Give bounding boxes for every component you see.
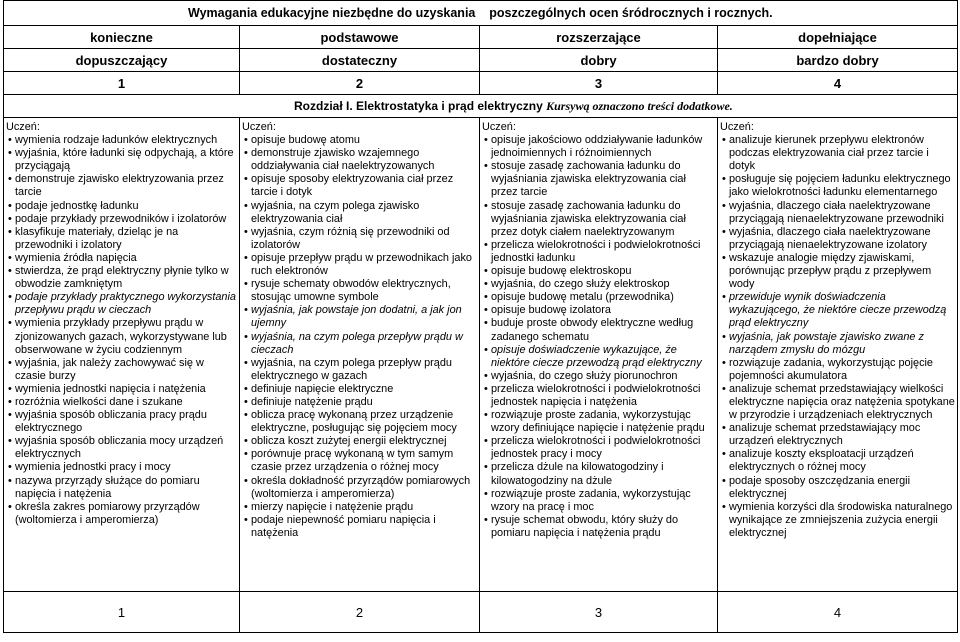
requirements-list-4 — [720, 134, 955, 540]
level-header-4: dopełniające — [718, 26, 958, 49]
requirement-item: • porównuje pracę wykonaną w tym samym czasie przez urządzenia o różnej mocy — [242, 448, 477, 474]
requirements-col-4 — [718, 118, 958, 592]
requirements-table — [3, 0, 958, 633]
requirement-item: • wymienia jednostki napięcia i natężenia — [6, 383, 237, 396]
requirement-item: • wyjaśnia, na czym polega przepływ prądu elektrycznego w gazach — [242, 357, 477, 383]
column-number-2: 2 — [240, 72, 480, 95]
requirement-item: • klasyfikuje materiały, dzieląc je na przewodniki i izolatory — [6, 226, 237, 252]
level-header-2: podstawowe — [240, 26, 480, 49]
grade-header-1: dopuszczający — [4, 49, 240, 72]
student-label: Uczeń: — [242, 121, 276, 133]
requirement-item: • przewiduje wynik doświadczenia wykazującego, że niektóre ciecze przewodzą prąd elektryczny — [720, 291, 955, 330]
student-label: Uczeń: — [6, 121, 40, 133]
requirement-item: • oblicza koszt zużytej energii elektrycznej — [242, 435, 477, 448]
requirement-item: • rysuje schemat obwodu, który służy do pomiaru napięcia i natężenia prądu — [482, 514, 715, 540]
grade-header-3: dobry — [480, 49, 718, 72]
requirement-item: • wyjaśnia sposób obliczania mocy urządzeń elektrycznych — [6, 435, 237, 461]
requirement-item: • buduje proste obwody elektryczne według zadanego schematu — [482, 317, 715, 343]
student-label: Uczeń: — [720, 121, 754, 133]
requirement-item: • rysuje schematy obwodów elektrycznych, stosując umowne symbole — [242, 278, 477, 304]
requirement-item: • analizuje schemat przedstawiający wielkości elektryczne napięcia oraz natężenia spotykane w przyrodzie i urządzeniach elektrycznych — [720, 383, 955, 422]
level-header-1: konieczne — [4, 26, 240, 49]
requirements-col-3 — [480, 118, 718, 592]
requirement-item: • nazywa przyrządy służące do pomiaru napięcia i natężenia — [6, 475, 237, 501]
requirement-item: • opisuje budowę izolatora — [482, 304, 715, 317]
requirement-item: • stosuje zasadę zachowania ładunku do wyjaśniania zjawiska elektryzowania ciał przez tarcie — [482, 160, 715, 199]
student-label: Uczeń: — [482, 121, 516, 133]
page-title: Wymagania edukacyjne niezbędne do uzyskania poszczególnych ocen śródrocznych i rocznych. — [4, 1, 958, 26]
column-number-1: 1 — [4, 72, 240, 95]
requirement-item: • demonstruje zjawisko wzajemnego oddziaływania ciał naelektryzowanych — [242, 147, 477, 173]
requirement-item: • analizuje koszty eksploatacji urządzeń elektrycznych o różnej mocy — [720, 448, 955, 474]
footer-number-2: 2 — [240, 592, 480, 633]
requirement-item: • wyjaśnia, do czego służy elektroskop — [482, 278, 715, 291]
requirement-item: • określa zakres pomiarowy przyrządów (woltomierza i amperomierza) — [6, 501, 237, 527]
requirement-item: • analizuje kierunek przepływu elektronów podczas elektryzowania ciał przez tarcie i dotyk — [720, 134, 955, 173]
requirement-item: • posługuje się pojęciem ładunku elektrycznego jako wielokrotności ładunku elementarnego — [720, 173, 955, 199]
requirement-item: • stwierdza, że prąd elektryczny płynie tylko w obwodzie zamkniętym — [6, 265, 237, 291]
requirement-item: • opisuje przepływ prądu w przewodnikach jako ruch elektronów — [242, 252, 477, 278]
requirement-item: • wyjaśnia, jak powstaje jon dodatni, a jak jon ujemny — [242, 304, 477, 330]
footer-number-4: 4 — [718, 592, 958, 633]
requirement-item: • przelicza wielokrotności i podwielokrotności jednostek pracy i mocy — [482, 435, 715, 461]
requirement-item: • wymienia korzyści dla środowiska naturalnego wynikające ze zmniejszenia zużycia energii elektrycznej — [720, 501, 955, 540]
requirement-item: • demonstruje zjawisko elektryzowania przez tarcie — [6, 173, 237, 199]
requirement-item: • podaje sposoby oszczędzania energii elektrycznej — [720, 475, 955, 501]
requirement-item: • przelicza wielokrotności i podwielokrotności jednostek napięcia i natężenia — [482, 383, 715, 409]
requirement-item: • podaje jednostkę ładunku — [6, 200, 237, 213]
requirement-item: • podaje przykłady praktycznego wykorzystania przepływu prądu w cieczach — [6, 291, 237, 317]
footer-number-3: 3 — [480, 592, 718, 633]
requirement-item: • wymienia źródła napięcia — [6, 252, 237, 265]
requirement-item: • wyjaśnia, na czym polega przepływ prądu w cieczach — [242, 331, 477, 357]
footer-number-1: 1 — [4, 592, 240, 633]
requirement-item: • wymienia jednostki pracy i mocy — [6, 461, 237, 474]
column-number-3: 3 — [480, 72, 718, 95]
requirements-col-1 — [4, 118, 240, 592]
requirement-item: • wyjaśnia, czym różnią się przewodniki od izolatorów — [242, 226, 477, 252]
requirement-item: • opisuje budowę metalu (przewodnika) — [482, 291, 715, 304]
requirement-item: • definiuje napięcie elektryczne — [242, 383, 477, 396]
requirement-item: • określa dokładność przyrządów pomiarowych (woltomierza i amperomierza) — [242, 475, 477, 501]
requirement-item: • wyjaśnia, jak należy zachowywać się w czasie burzy — [6, 357, 237, 383]
requirement-item: • rozwiązuje proste zadania, wykorzystując wzory na pracę i moc — [482, 488, 715, 514]
section-heading — [4, 95, 958, 118]
level-header-3: rozszerzające — [480, 26, 718, 49]
requirements-col-2 — [240, 118, 480, 592]
section-note: Kursywą oznaczono treści dodatkowe. — [546, 98, 733, 113]
requirement-item: • stosuje zasadę zachowania ładunku do wyjaśniania zjawiska elektryzowania ciał przez dotyk ciałem naelektryzowanym — [482, 200, 715, 239]
grade-header-2: dostateczny — [240, 49, 480, 72]
requirement-item: • wyjaśnia, dlaczego ciała naelektryzowane przyciągają nienaelektryzowane izolatory — [720, 226, 955, 252]
requirement-item: • rozwiązuje zadania, wykorzystując pojęcie pojemności akumulatora — [720, 357, 955, 383]
requirement-item: • podaje przykłady przewodników i izolatorów — [6, 213, 237, 226]
column-number-4: 4 — [718, 72, 958, 95]
requirements-list-3 — [482, 134, 715, 540]
requirement-item: • wyjaśnia, które ładunki się odpychają, a które przyciągają — [6, 147, 237, 173]
requirement-item: • oblicza pracę wykonaną przez urządzenie elektryczne, posługując się pojęciem mocy — [242, 409, 477, 435]
requirement-item: • rozróżnia wielkości dane i szukane — [6, 396, 237, 409]
requirement-item: • opisuje doświadczenie wykazujące, że niektóre ciecze przewodzą prąd elektryczny — [482, 344, 715, 370]
requirement-item: • przelicza wielokrotności i podwielokrotności jednostki ładunku — [482, 239, 715, 265]
requirement-item: • wymienia przykłady przepływu prądu w zjonizowanych gazach, wykorzystywane lub obserwowane w życiu codziennym — [6, 317, 237, 356]
requirement-item: • wyjaśnia, dlaczego ciała naelektryzowane przyciągają nienaelektryzowane przewodniki — [720, 200, 955, 226]
requirement-item: • wyjaśnia, jak powstaje zjawisko zwane z narządem zmysłu do mózgu — [720, 331, 955, 357]
requirement-item: • mierzy napięcie i natężenie prądu — [242, 501, 477, 514]
requirements-list-1 — [6, 134, 237, 527]
requirement-item: • opisuje sposoby elektryzowania ciał przez tarcie i dotyk — [242, 173, 477, 199]
requirement-item: • opisuje budowę elektroskopu — [482, 265, 715, 278]
requirement-item: • wyjaśnia, na czym polega zjawisko elektryzowania ciał — [242, 200, 477, 226]
requirement-item: • definiuje natężenie prądu — [242, 396, 477, 409]
requirement-item: • wskazuje analogie między zjawiskami, porównując przepływ prądu z przepływem wody — [720, 252, 955, 291]
section-title: Rozdział I. Elektrostatyka i prąd elektryczny — [294, 98, 543, 113]
requirement-item: • wyjaśnia, do czego służy piorunochron — [482, 370, 715, 383]
requirements-list-2 — [242, 134, 477, 540]
requirement-item: • przelicza dżule na kilowatogodziny i kilowatogodziny na dżule — [482, 461, 715, 487]
requirement-item: • wymienia rodzaje ładunków elektrycznych — [6, 134, 237, 147]
grade-header-4: bardzo dobry — [718, 49, 958, 72]
requirement-item: • wyjaśnia sposób obliczania pracy prądu elektrycznego — [6, 409, 237, 435]
requirement-item: • opisuje budowę atomu — [242, 134, 477, 147]
requirement-item: • podaje niepewność pomiaru napięcia i natężenia — [242, 514, 477, 540]
requirement-item: • analizuje schemat przedstawiający moc urządzeń elektrycznych — [720, 422, 955, 448]
requirement-item: • opisuje jakościowo oddziaływanie ładunków jednoimiennych i różnoimiennych — [482, 134, 715, 160]
requirement-item: • rozwiązuje proste zadania, wykorzystując wzory definiujące napięcie i natężenie prądu — [482, 409, 715, 435]
